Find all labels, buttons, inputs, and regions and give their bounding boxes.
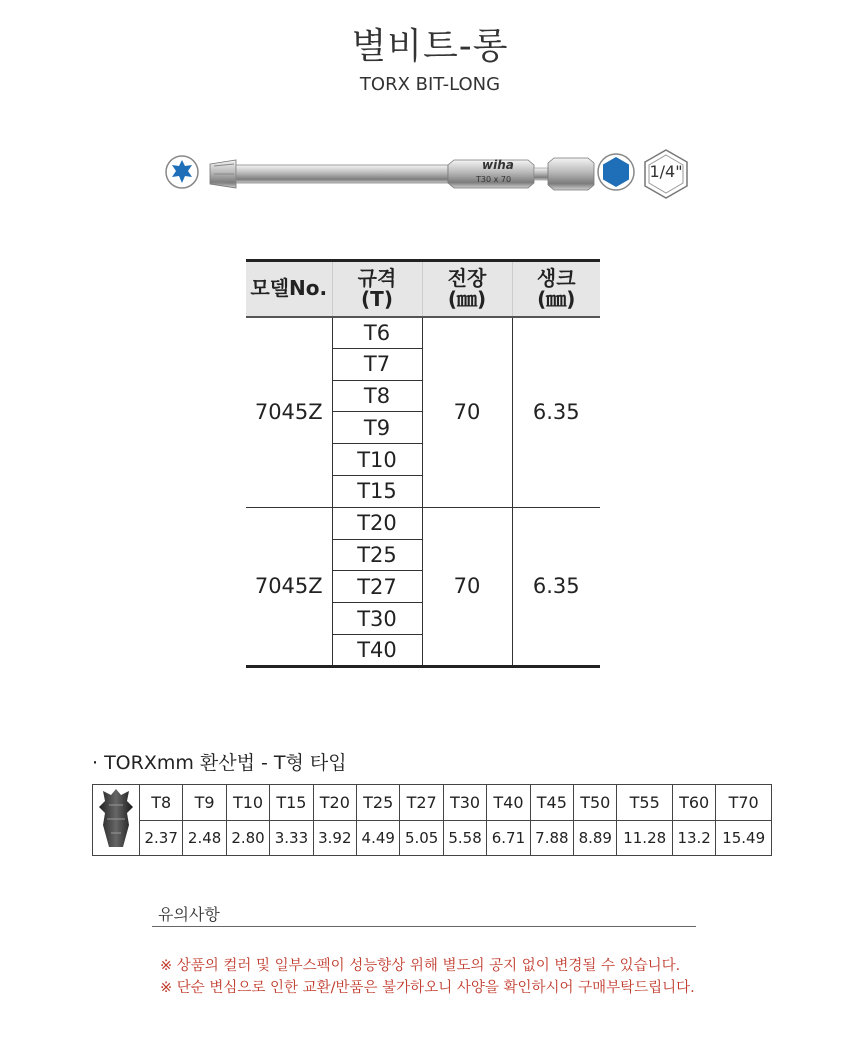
conversion-size-cell: T10 (226, 785, 269, 821)
notes-divider (152, 926, 696, 927)
torx-star-icon (164, 154, 200, 190)
conversion-value-cell: 2.48 (183, 820, 226, 856)
size-cell: T6 (332, 317, 422, 349)
conversion-value-cell: 5.58 (443, 820, 486, 856)
torx-screw-photo (93, 785, 140, 856)
header-model: 모델No. (246, 261, 332, 317)
notes-title: 유의사항 (158, 905, 220, 924)
conversion-size-cell: T30 (443, 785, 486, 821)
conversion-value-cell: 11.28 (617, 820, 672, 856)
conversion-value-cell: 15.49 (716, 820, 772, 856)
conversion-table (92, 784, 772, 856)
shank-cell: 6.35 (512, 507, 600, 666)
model-cell: 7045Z (246, 317, 332, 508)
conversion-value-cell: 2.80 (226, 820, 269, 856)
header-length: 전장 (㎜) (422, 261, 512, 317)
spec-row (246, 507, 600, 539)
conversion-value-cell: 8.89 (574, 820, 617, 856)
conversion-value-cell: 3.33 (270, 820, 313, 856)
header-size: 규격 (T) (332, 261, 422, 317)
conversion-size-cell: T15 (270, 785, 313, 821)
conversion-size-cell: T45 (530, 785, 573, 821)
size-cell: T27 (332, 571, 422, 603)
conversion-size-cell: T60 (672, 785, 715, 821)
size-cell: T9 (332, 412, 422, 444)
conversion-value-cell: 13.2 (672, 820, 715, 856)
product-image-row (160, 148, 700, 200)
conversion-size-cell: T8 (140, 785, 183, 821)
bit-brand-label: wiha (482, 158, 514, 172)
size-cell: T25 (332, 539, 422, 571)
shank-size-label: 1/4" (649, 162, 683, 181)
spec-table (246, 259, 600, 668)
size-cell: T20 (332, 507, 422, 539)
bit-marking-label: T30 x 70 (476, 175, 512, 184)
length-cell: 70 (422, 317, 512, 508)
conversion-value-cell: 6.71 (487, 820, 530, 856)
size-cell: T40 (332, 634, 422, 666)
conversion-size-cell: T55 (617, 785, 672, 821)
conversion-value-cell: 5.05 (400, 820, 443, 856)
conversion-value-cell: 2.37 (140, 820, 183, 856)
conversion-value-cell: 7.88 (530, 820, 573, 856)
shank-cell: 6.35 (512, 317, 600, 508)
conversion-size-cell: T50 (574, 785, 617, 821)
spec-row (246, 317, 600, 349)
conversion-size-cell: T27 (400, 785, 443, 821)
hex-shank-icon (596, 152, 636, 192)
conversion-size-cell: T25 (357, 785, 400, 821)
conversion-size-cell: T9 (183, 785, 226, 821)
size-cell: T30 (332, 603, 422, 635)
length-cell: 70 (422, 507, 512, 666)
note-item: ※ 상품의 컬러 및 일부스펙이 성능향상 위해 별도의 공지 없이 변경될 수 있습니다. (160, 958, 681, 974)
page-subtitle: TORX BIT-LONG (359, 74, 501, 95)
conversion-value-cell: 3.92 (313, 820, 356, 856)
note-item: ※ 단순 변심으로 인한 교환/반품은 불가하오니 사양을 확인하시어 구매부탁드립니다. (160, 980, 695, 996)
conversion-heading: · TORXmm 환산법 - T형 타입 (92, 752, 347, 774)
page-title: 별비트-롱 (351, 26, 509, 67)
size-cell: T15 (332, 475, 422, 507)
size-cell: T10 (332, 444, 422, 476)
conversion-value-cell: 4.49 (357, 820, 400, 856)
conversion-size-cell: T40 (487, 785, 530, 821)
size-cell: T8 (332, 380, 422, 412)
conversion-size-cell: T70 (716, 785, 772, 821)
size-cell: T7 (332, 348, 422, 380)
header-shank: 생크 (㎜) (512, 261, 600, 317)
model-cell: 7045Z (246, 507, 332, 666)
conversion-size-cell: T20 (313, 785, 356, 821)
